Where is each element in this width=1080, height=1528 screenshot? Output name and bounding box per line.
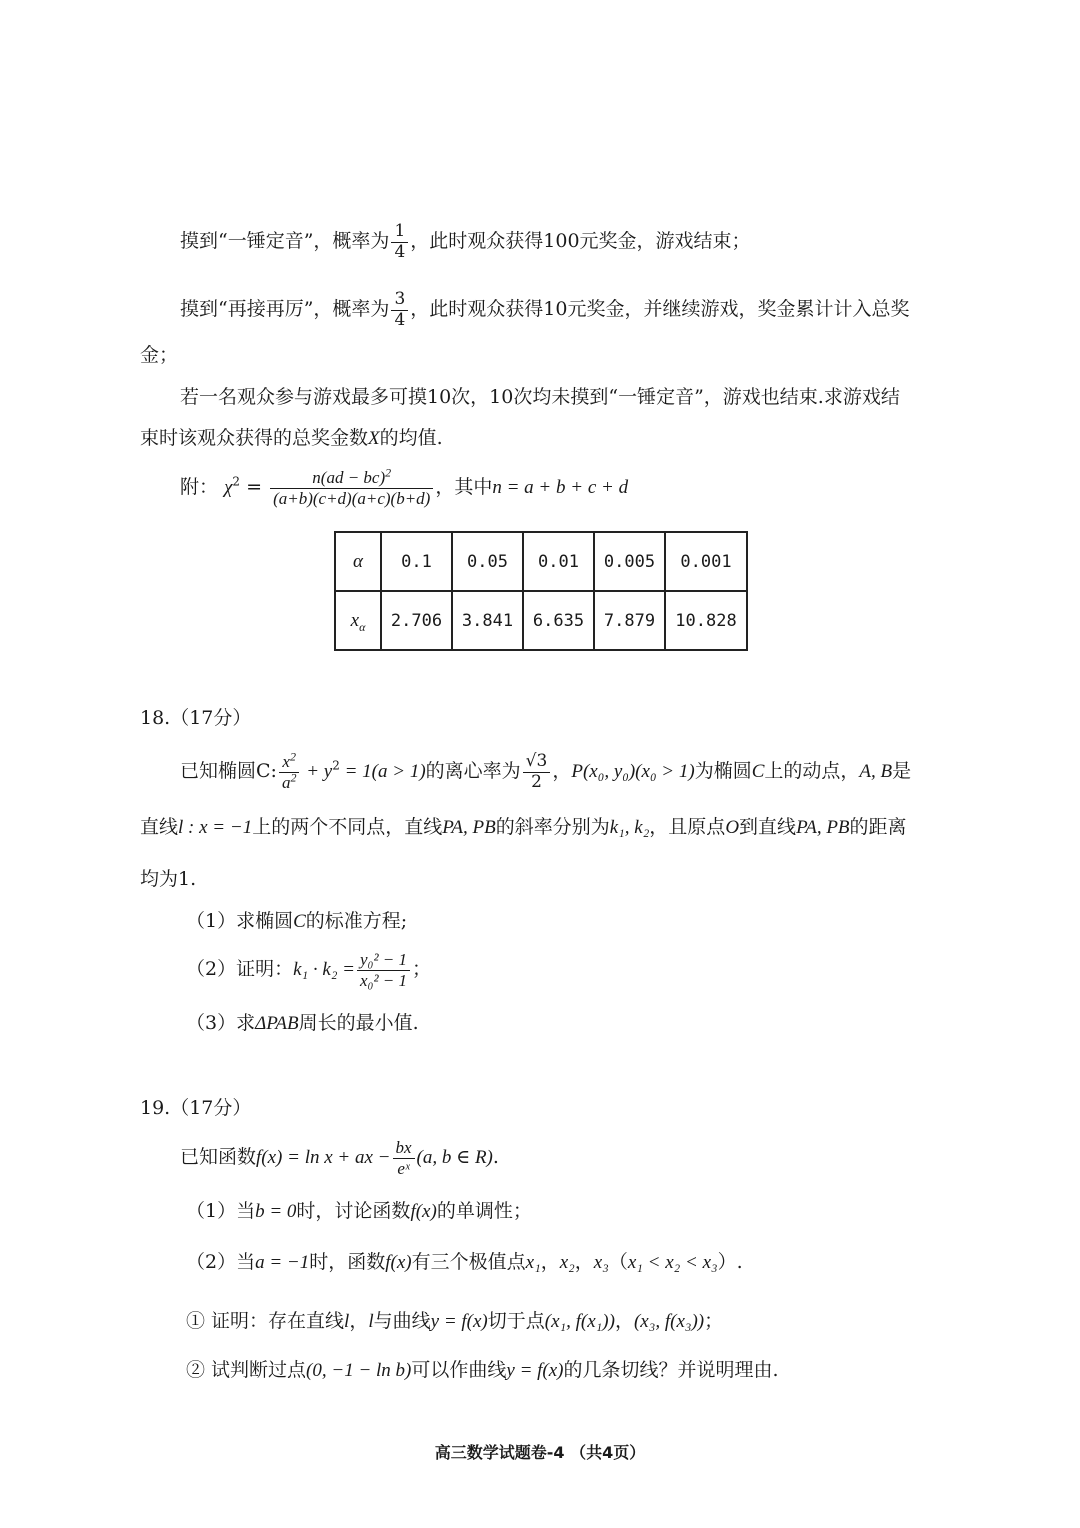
p17-line-2-text-b: ，此时观众获得10元奖金，并继续游戏，奖金累计计入总奖 [410,298,910,321]
table-row-head: α [335,532,381,591]
q18-part-1: （1）求椭圆C的标准方程; [186,910,408,932]
var-x: X [368,428,380,449]
q19-stem: 已知函数f(x) = ln x + ax − $\frac{bx}{\text{eˣ}}$ (a, b ∈ R). [180,1138,499,1178]
q18-part-3: （3）求ΔPAB周长的最小值. [186,1012,419,1034]
table-cell: 0.001 [665,532,747,591]
fraction-three-quarters [391,290,408,330]
q18-stem-line-3: 均为1. [140,868,197,890]
fraction-one-quarter [391,222,408,262]
chi-square-formula: 附： $\chi^2$ = $\frac{n(ad - bc)^2}{(a+b)(c+d)(a+c)(b+d)}$ ，其中n = a + b + c + d [180,465,629,508]
table-row-head: $x_\alpha$ [335,591,381,650]
chi-square-fraction: $\frac{n(ad - bc)^2}{(a+b)(c+d)(a+c)(b+d)}$ [270,468,433,508]
fraction-denominator: 4 [394,241,406,262]
eccentricity-fraction: $\frac{√3}{2}$ [523,752,551,792]
table-cell: 0.1 [381,532,452,591]
fraction-numerator: 1 [391,222,408,243]
fraction-denominator: 4 [394,309,406,330]
q19-subpart-2: ② 试判断过点(0, −1 − ln b)可以作曲线y = f(x)的几条切线？并说明理由. [186,1359,779,1381]
chi-where-text: ，其中 [435,476,493,499]
p17-line-3: 金； [140,344,179,366]
critical-value-table [334,531,748,651]
table-cell: 6.635 [523,591,594,650]
fraction-numerator: 3 [391,290,408,311]
chi-numerator: n(ad − bc) [312,468,386,487]
chi-denominator: (a+b)(c+d)(a+c)(b+d) [273,488,431,508]
table-cell: 7.879 [594,591,665,650]
p17-line-1 [180,222,751,262]
p17-line-4: 若一名观众参与游戏最多可摸10次，10次均未摸到“一锤定音”，游戏也结束.求游戏结 [180,386,900,408]
p17-line-2-text: 摸到“再接再厉”，概率为 [180,298,390,321]
p17-line-5 [140,429,443,448]
table-cell: 2.706 [381,591,452,650]
bx-over-ex-fraction: $\frac{bx}{\text{eˣ}}$ [393,1138,415,1178]
q19-part-1: （1）当b = 0时，讨论函数f(x)的单调性； [186,1200,532,1222]
p17-line-2 [180,290,909,330]
p17-line-1-text: 摸到“一锤定音”，概率为 [180,230,390,253]
p17-line-5-text: 束时该观众获得的总奖金数 [140,427,369,449]
q18-stem-line-2: 直线l : x = −1上的两个不同点，直线PA, PB的斜率分别为k₁, k₂，且原点O到直线PA, PB的距离 [140,816,907,838]
q19-header: 19.（17分） [140,1097,252,1119]
table-cell: 3.841 [452,591,523,650]
chi-n-definition: n = a + b + c + d [492,477,629,499]
q18-header: 18.（17分） [140,707,252,729]
attach-label: 附： [180,476,219,499]
chi-symbol: χ [224,477,233,499]
page-footer: 高三数学试题卷-4 （共4页） [434,1443,646,1462]
q18-part-2: （2）证明：k₁ · k₂ = $\frac{\text{y₀² − 1}}{\text{x₀² − 1}}$ ； [186,950,432,990]
table-cell: 0.05 [452,532,523,591]
ellipse-fraction: $\frac{x^2}{a^2}$ [279,752,300,792]
table-cell: 0.005 [594,532,665,591]
q18-stem-line-1: 已知椭圆C: $\frac{x^2}{a^2}$ + $y^2 = 1(a > 1)$的离心率为 $\frac{√3}{2}$ ，P(x₀, y₀)(x₀ > 1)为椭圆C上的动点，A, B是 [180,749,912,792]
table-cell: 10.828 [665,591,747,650]
slope-product-fraction: $\frac{\text{y₀² − 1}}{\text{x₀² − 1}}$ [357,950,410,990]
q19-subpart-1: ① 证明：存在直线l，l与曲线y = f(x)切于点(x₁, f(x₁))，(x₃, f(x₃))； [186,1310,724,1332]
p17-line-5-text-b: 的均值. [379,427,443,449]
q19-part-2: （2）当a = −1时，函数f(x)有三个极值点x₁，x₂，x₃（x₁ < x₂ < x₃）. [186,1251,743,1273]
table-row [335,532,747,591]
p17-line-1-text-b: ，此时观众获得100元奖金，游戏结束； [410,230,751,253]
table-cell: 0.01 [523,532,594,591]
table-row [335,591,747,650]
